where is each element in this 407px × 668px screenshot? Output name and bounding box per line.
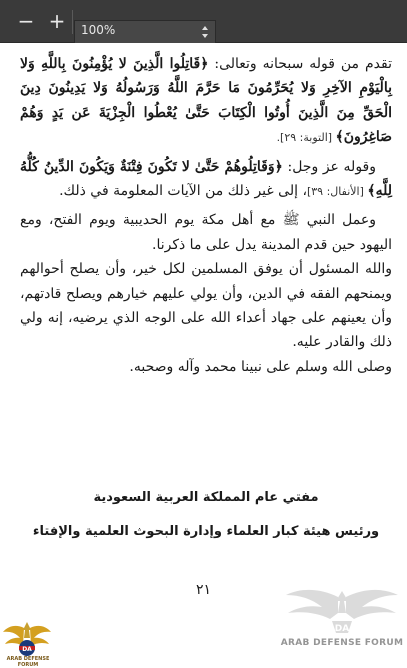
watermark-left-text: ARAB DEFENSE FORUM [6,656,50,668]
paragraph-1-intro: تقدم من قوله سبحانه وتعالى: [208,56,392,72]
verse-reference-1: [التوبة: ٢٩]. [276,131,336,145]
paragraph-2-intro: وقوله عز وجل: [282,158,376,175]
quran-verse-2: ﴿وَقَاتِلُوهُمْ حَتَّىٰ لا تَكُونَ فِتْنَةٌ وَيَكُونَ الدِّينُ كُلُّهُ لِلَّهِ﴾ [20,158,392,200]
paragraph-5: وصلى الله وسلم على نبينا محمد وآله وصحبه. [129,358,392,375]
paragraph-3: وعمل النبي ﷺ مع أهل مكة يوم الحديبية ويوم الفتح، ومع اليهود حين قدم المدينة يدل على ما ذكرنا. [20,212,392,253]
signature-subtitle: ورئيس هيئة كبار العلماء وإدارة البحوث العلمية والإفتاء [32,524,380,539]
paragraph-2 [20,155,392,205]
quran-verse-1: ﴿قَاتِلُوا الَّذِينَ لا يُؤْمِنُونَ بِاللَّهِ وَلا بِالْيَوْمِ الآخِرِ وَلا يُحَرِّمُونَ مَا حَرَّمَ اللَّهُ وَرَسُولُهُ وَلا يَدِينُونَ دِينَ الْحَقِّ مِنَ الَّذِينَ أُوتُوا الْكِتَابَ حَتَّىٰ يُعْطُوا الْجِزْيَةَ عَن يَدٍ وَهُمْ صَاغِرُونَ﴾ [20,56,392,146]
toolbar-divider [72,10,73,34]
zoom-in-button[interactable]: + [48,9,66,33]
paragraph-1 [20,52,392,151]
zoom-out-button[interactable]: − [17,9,35,33]
document-body [20,52,392,379]
svg-text:DA: DA [22,646,32,653]
zoom-value: 100% [81,23,116,37]
paragraph-2-rest: ، إلى غير ذلك من الآيات المعلومة في ذلك. [59,183,307,200]
pdf-toolbar [0,0,407,43]
zoom-select[interactable] [74,20,216,44]
svg-text:DA: DA [334,624,350,634]
page-number: ٢١ [195,582,212,598]
paragraph-4: والله المسئول أن يوفق المسلمين لكل خير، وأن يصلح أحوالهم ويمنحهم الفقه في الدين، وأن يولي عليهم خيارهم ويصلح قادتهم، وأن يعينهم على جهاد أعداء الله على الوجه الذي يرضيه، إنه ولي ذلك والقادر عليه. [20,261,392,351]
verse-reference-2: [الأنفال: ٣٩] [306,185,368,199]
signature-title: مفتي عام المملكة العربية السعودية [93,490,319,505]
watermark-right-text: ARAB DEFENSE FORUM [280,638,404,648]
up-down-arrows-icon [201,24,209,40]
